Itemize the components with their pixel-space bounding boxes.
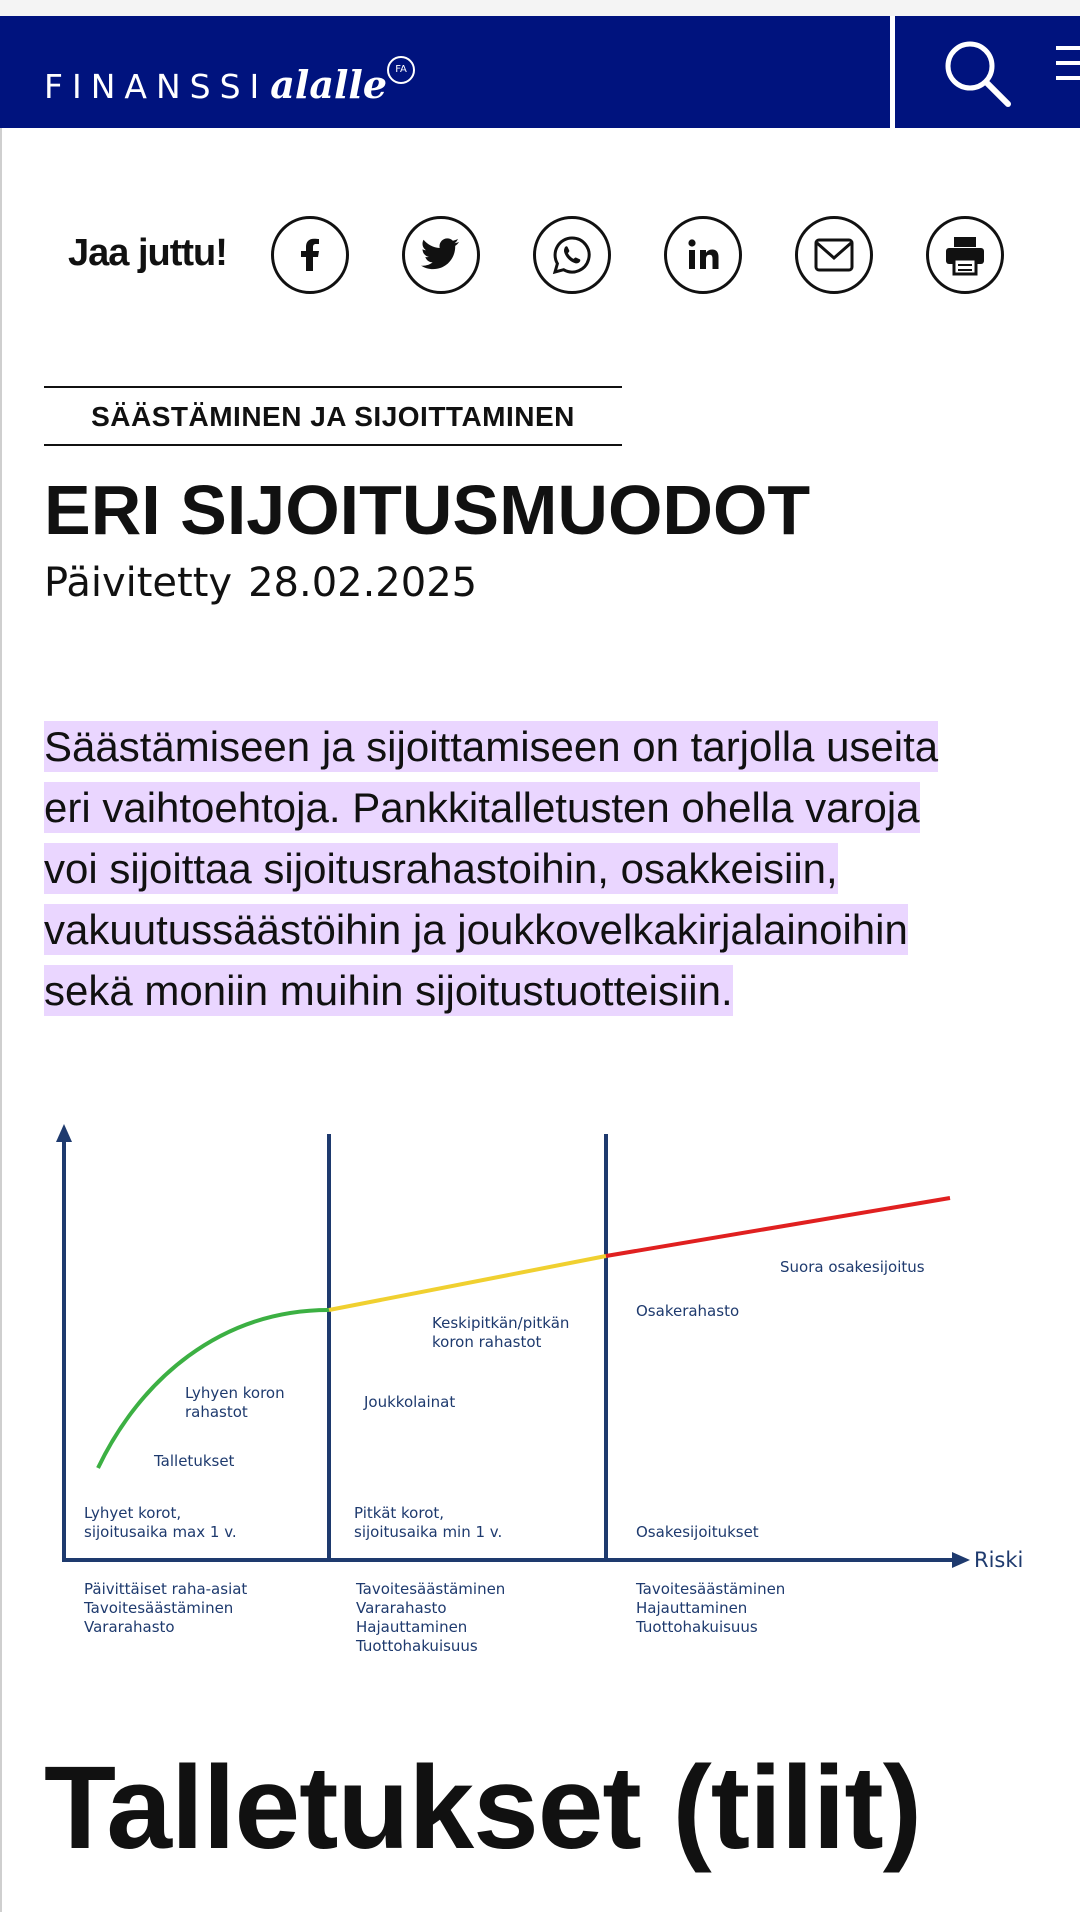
- facebook-share-button[interactable]: [271, 216, 349, 294]
- below-col2: Hajauttaminen: [356, 1618, 468, 1636]
- below-col3: Tuottohakuisuus: [636, 1618, 758, 1636]
- label-osakerahasto: Osakerahasto: [636, 1302, 740, 1320]
- label-joukkolainat: Joukkolainat: [364, 1393, 456, 1411]
- label-suora: Suora osakesijoitus: [780, 1258, 925, 1276]
- label-lyhyen-1: Lyhyen koron: [185, 1384, 285, 1402]
- y-axis-arrow: [56, 1124, 72, 1142]
- updated-date: 28.02.2025: [248, 560, 478, 606]
- lead-line: voi sijoittaa sijoitusrahastoihin, osakkeisiin,: [44, 845, 838, 892]
- label-zone1-2: sijoitusaika max 1 v.: [84, 1523, 237, 1541]
- label-lyhyen-2: rahastot: [185, 1403, 248, 1421]
- label-keskipitkan-1: Keskipitkän/pitkän: [432, 1314, 570, 1332]
- whatsapp-icon: [550, 233, 594, 277]
- article-lead: [44, 716, 1044, 1021]
- label-keskipitkan-2: koron rahastot: [432, 1333, 542, 1351]
- linkedin-share-button[interactable]: [664, 216, 742, 294]
- below-col2: Tavoitesäästäminen: [356, 1580, 506, 1598]
- below-col1: Vararahasto: [84, 1618, 175, 1636]
- menu-icon[interactable]: [1056, 46, 1080, 94]
- lead-line: Säästämiseen ja sijoittamiseen on tarjolla useita: [44, 723, 939, 770]
- label-zone1-1: Lyhyet korot,: [84, 1504, 182, 1522]
- below-col2: Tuottohakuisuus: [356, 1637, 478, 1655]
- share-bar: [0, 210, 1080, 300]
- facebook-icon: [290, 235, 330, 275]
- section-title: Talletukset (tilit): [44, 1742, 922, 1874]
- print-share-button[interactable]: [926, 216, 1004, 294]
- updated-label: Päivitetty: [44, 560, 233, 606]
- logo-mark: FA: [387, 56, 415, 84]
- logo-text-alalle: alalle: [270, 62, 388, 107]
- lead-line: vakuutussäästöihin ja joukkovelkakirjalainoihin: [44, 906, 908, 953]
- email-icon: [813, 237, 855, 273]
- site-logo[interactable]: [44, 62, 407, 107]
- twitter-icon: [419, 235, 463, 275]
- status-strip: [0, 0, 1080, 16]
- label-zone2-1: Pitkät korot,: [354, 1504, 445, 1522]
- below-col1: Tavoitesäästäminen: [84, 1599, 234, 1617]
- below-col3: Hajauttaminen: [636, 1599, 748, 1617]
- label-talletukset: Talletukset: [154, 1452, 235, 1470]
- lead-line: eri vaihtoehtoja. Pankkitalletusten ohella varoja: [44, 784, 920, 831]
- x-axis-label: Riski: [974, 1548, 1024, 1572]
- twitter-share-button[interactable]: [402, 216, 480, 294]
- search-icon[interactable]: [938, 34, 1018, 114]
- lead-line: sekä moniin muihin sijoitustuotteisiin.: [44, 967, 733, 1014]
- share-label: Jaa juttu!: [68, 232, 227, 274]
- page-edge: [0, 128, 2, 1912]
- x-axis-arrow: [952, 1552, 970, 1568]
- linkedin-icon: [683, 235, 723, 275]
- label-zone2-2: sijoitusaika min 1 v.: [354, 1523, 503, 1541]
- header-divider: [890, 16, 895, 128]
- updated-line: [44, 560, 477, 606]
- site-header: [0, 16, 1080, 128]
- below-col3: Tavoitesäästäminen: [636, 1580, 786, 1598]
- curve-mid-risk: [329, 1256, 606, 1310]
- curve-high-risk: [606, 1198, 950, 1256]
- below-col2: Vararahasto: [356, 1599, 447, 1617]
- label-zone3: Osakesijoitukset: [636, 1523, 759, 1541]
- whatsapp-share-button[interactable]: [533, 216, 611, 294]
- logo-text-finanssi: FINANSSI: [44, 67, 269, 106]
- article-title: ERI SIJOITUSMUODOT: [44, 471, 811, 549]
- print-icon: [942, 233, 988, 277]
- email-share-button[interactable]: [795, 216, 873, 294]
- below-col1: Päivittäiset raha-asiat: [84, 1580, 248, 1598]
- article-category[interactable]: SÄÄSTÄMINEN JA SIJOITTAMINEN: [44, 386, 622, 446]
- investment-risk-diagram: [40, 1110, 1040, 1670]
